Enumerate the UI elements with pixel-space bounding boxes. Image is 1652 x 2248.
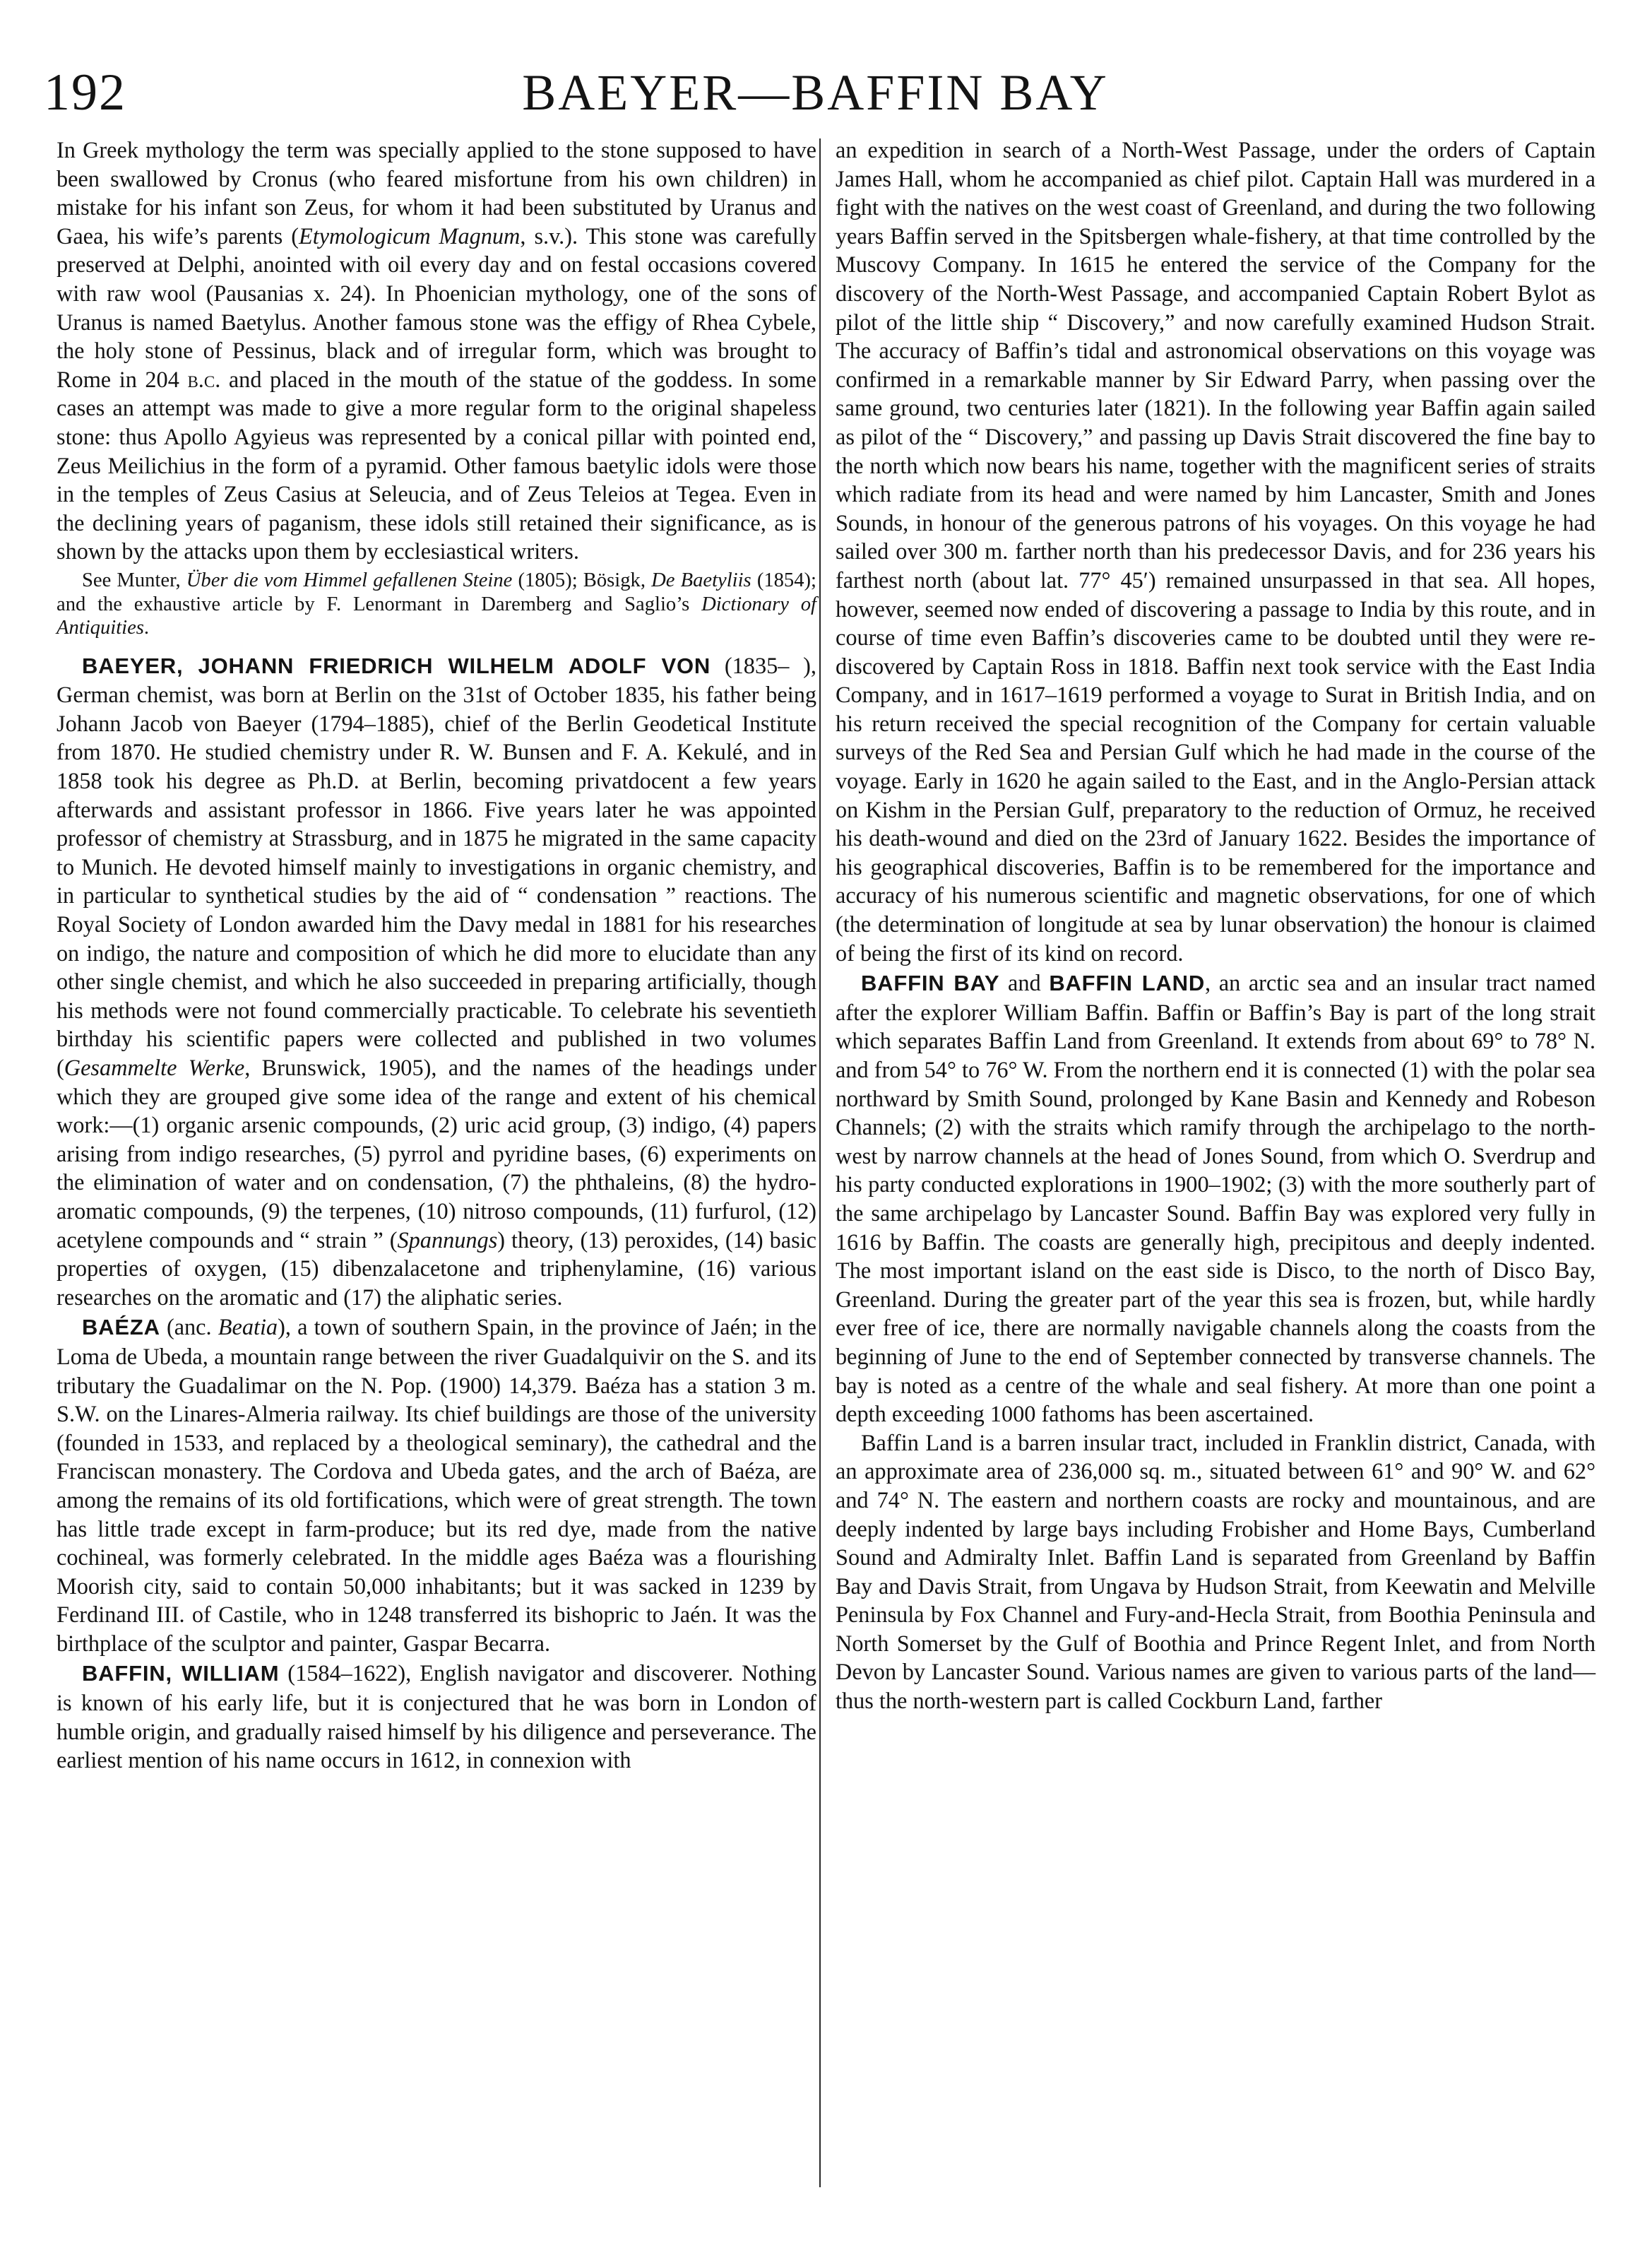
- page-number: 192: [44, 64, 126, 122]
- entry-baeza: BAÉZA (anc. Beatia), a town of southern Spain, in the province of Jaén; in the Loma de Ubeda, a mountain range between the river Guadalquivir on the S. and its tributary the Guadalimar on the N. Pop. (1900) 14,379. Baéza has a station 3 m. S.W. on the Linares-Almeria railway. Its chief buildings are those of the university (founded in 1533, and replaced by a theological seminary), the cathedral and the Franciscan monastery. The Cordova and Ubeda gates, and the arch of Baéza, are among the remains of its old fortifications, which were of great strength. The town has little trade except in farm-produce; but its red dye, made from the native cochineal, was formerly celebrated. In the middle ages Baéza was a flourishing Moorish city, said to contain 50,000 inhabitants; but it was sacked in 1239 by Ferdinand III. of Castile, who in 1248 transferred its bishopric to Jaén. It was the birthplace of the sculptor and painter, Gaspar Becarra.: [57, 1314, 816, 1656]
- baffin-william-continued: an expedition in search of a North-West Passage, under the orders of Captain James Hall, whom he accompanied as chief pilot. Captain Hall was murdered in a fight with the natives on the west coast of Greenland, and during the two following years Baffin served in the Spitsbergen whale-fishery, at that time controlled by the Muscovy Company. In 1615 he entered the service of the Company for the discovery of the North-West Passage, and accompanied Captain Robert Bylot as pilot of the little ship “ Discovery,” and now carefully examined Hudson Strait. The accuracy of Baffin’s tidal and astronomical observations on this voyage was confirmed in a remarkable manner by Sir Edward Parry, when passing over the same ground, two centuries later (1821). In the following year Baffin again sailed as pilot of the “ Discovery,” and passing up Davis Strait discovered the fine bay to the north which now bears his name, together with the magnificent series of straits which radiate from its head and were named by him Lancaster, Smith and Jones Sounds, in honour of the generous patrons of his voyages. On this voyage he had sailed over 300 m. farther north than his predecessor Davis, and for 236 years his farthest north (about lat. 77° 45′) remained unsurpassed in that sea. All hopes, however, seemed now ended of discovering a passage to India by this route, and in course of time even Baffin’s discoveries came to be doubted until they were re-discovered by Captain Ross in 1818. Baffin next took service with the East India Company, and in 1617–1619 performed a voyage to Surat in British India, and on his return received the special recognition of the Company for certain valuable surveys of the Red Sea and Persian Gulf which he had made in the course of the voyage. Early in 1620 he again sailed to the East, and in the Anglo-Persian attack on Kishm in the Persian Gulf, preparatory to the reduction of Ormuz, he received his death-wound and died on the 23rd of January 1622. Besides the importance of his geographical discoveries, Baffin is to be remembered for the importance and accuracy of his numerous scientific and magnetic observations, for one of which (the determination of longitude at sea by lunar observation) the honour is claimed of being the first of its kind on record.: [836, 137, 1595, 966]
- entry-baffin-william: BAFFIN, WILLIAM (1584–1622), English navigator and discoverer. Nothing is known of his early life, but it is conjectured that he was born in London of humble origin, and gradually raised himself by his diligence and perseverance. The earliest mention of his name occurs in 1612, in connexion with: [57, 1660, 816, 1773]
- baetylus-paragraph: In Greek mythology the term was specially applied to the stone supposed to have been swallowed by Cronus (who feared misfortune from his own children) in mistake for his infant son Zeus, for whom it had been substituted by Uranus and Gaea, his wife’s parents (Etymologicum Magnum, s.v.). This stone was carefully preserved at Delphi, anointed with oil every day and on festal occasions covered with raw wool (Pausanias x. 24). In Phoenician mythology, one of the sons of Uranus is named Baetylus. Another famous stone was the effigy of Rhea Cybele, the holy stone of Pessinus, black and of irregular form, which was brought to Rome in 204 b.c. and placed in the mouth of the statue of the goddess. In some cases an attempt was made to give a more regular form to the original shapeless stone: thus Apollo Agyieus was represented by a conical pillar with pointed end, Zeus Meilichius in the form of a pyramid. Other famous baetylic idols were those in the temples of Zeus Casius at Seleucia, and of Zeus Teleios at Tegea. Even in the declining years of paganism, these idols still retained their significance, as is shown by the attacks upon them by ecclesiastical writers.: [57, 137, 817, 564]
- running-head: [44, 54, 1587, 131]
- entry-baffin-bay: BAFFIN BAY and BAFFIN LAND, an arctic sea and an insular tract named after the explorer William Baffin. Baffin or Baffin’s Bay is part of the long strait which separates Baffin Land from Greenland. It extends from about 69° to 78° N. and from 54° to 76° W. From the northern end it is connected (1) with the polar sea northward by Smith Sound, prolonged by Kane Basin and Kennedy and Robeson Channels; (2) with the straits which ramify through the archipelago to the north-west by narrow channels at the head of Jones Sound, from which O. Sverdrup and his party conducted explorations in 1900–1902; (3) with the more southerly part of the same archipelago by Lancaster Sound. Baffin Bay was explored very fully in 1616 by Baffin. The coasts are generally high, precipitous and deeply indented. The most important island on the east side is Disco, to the north of Disco Bay, Greenland. During the greater part of the year this sea is frozen, but, while hardly ever free of ice, there are normally navigable channels along the coasts from the beginning of June to the end of September connected by transverse channels. The bay is noted as a centre of the whale and seal fishery. At more than one point a depth exceeding 1000 fathoms has been ascertained.: [836, 970, 1595, 1427]
- left-column: [57, 136, 816, 1775]
- running-title: BAEYER—BAFFIN BAY: [522, 64, 1109, 121]
- entry-heading-baeza: BAÉZA: [82, 1315, 160, 1340]
- entry-heading-baffin-william: BAFFIN, WILLIAM: [82, 1661, 280, 1686]
- entry-heading-baffin-land: BAFFIN LAND: [1049, 971, 1206, 996]
- entry-baeyer: BAEYER, JOHANN FRIEDRICH WILHELM ADOLF VON (1835– ), German chemist, was born at Berlin on the 31st of October 1835, his father being Johann Jacob von Baeyer (1794–1885), chief of the Berlin Geodetical Institute from 1870. He studied chemistry under R. W. Bunsen and F. A. Kekulé, and in 1858 took his degree as Ph.D. at Berlin, becoming privatdocent a few years afterwards and assistant professor in 1866. Five years later he was appointed professor of chemistry at Strassburg, and in 1875 he migrated in the same capacity to Munich. He devoted himself mainly to investigations in organic chemistry, and in particular to synthetical studies by the aid of “ condensation ” reactions. The Royal Society of London awarded him the Davy medal in 1881 for his researches on indigo, the nature and composition of which he did more to elucidate than any other single chemist, and which he also succeeded in preparing artificially, though his methods were not found commercially practicable. To celebrate his seventieth birthday his scientific papers were collected and published in two volumes (Gesammelte Werke, Brunswick, 1905), and the names of the headings under which they are grouped give some idea of the range and extent of his chemical work:—(1) organic arsenic compounds, (2) uric acid group, (3) indigo, (4) papers arising from indigo researches, (5) pyrrol and pyridine bases, (6) experiments on the elimination of water and on condensation, (7) the phthaleins, (8) the hydro-aromatic compounds, (9) the terpenes, (10) nitroso compounds, (11) furfurol, (12) acetylene compounds and “ strain ” (Spannungs) theory, (13) peroxides, (14) basic properties of oxygen, (15) dibenzalacetone and triphenylamine, (16) various researches on the aromatic and (17) the aliphatic series.: [57, 652, 816, 1310]
- entry-heading-baffin-bay: BAFFIN BAY: [861, 971, 1000, 996]
- column-divider: [819, 138, 821, 2187]
- baffin-land-paragraph: Baffin Land is a barren insular tract, included in Franklin district, Canada, with an approximate area of 236,000 sq. m., situated between 61° and 90° W. and 62° and 74° N. The eastern and northern coasts are rocky and mountainous, and are deeply indented by large bays including Frobisher and Home Bays, Cumberland Sound and Admiralty Inlet. Baffin Land is separated from Greenland by Baffin Bay and Davis Strait, from Ungava by Hudson Strait, from Keewatin and Melville Peninsula by Fox Channel and Fury-and-Hecla Strait, from Boothia Peninsula and North Somerset by the Gulf of Boothia and Prince Regent Inlet, and from North Devon by Lancaster Sound. Various names are given to various parts of the land—thus the north-western part is called Cockburn Land, farther: [836, 1429, 1595, 1714]
- baetylus-bibliography: See Munter, Über die vom Himmel gefallenen Steine (1805); Bösigk, De Baetyliis (1854); and the exhaustive article by F. Lenormant in Daremberg and Saglio’s Dictionary of Antiquities.: [57, 569, 816, 639]
- entry-heading-baeyer: BAEYER, JOHANN FRIEDRICH WILHELM ADOLF VON: [82, 653, 711, 678]
- right-column: [836, 136, 1595, 1715]
